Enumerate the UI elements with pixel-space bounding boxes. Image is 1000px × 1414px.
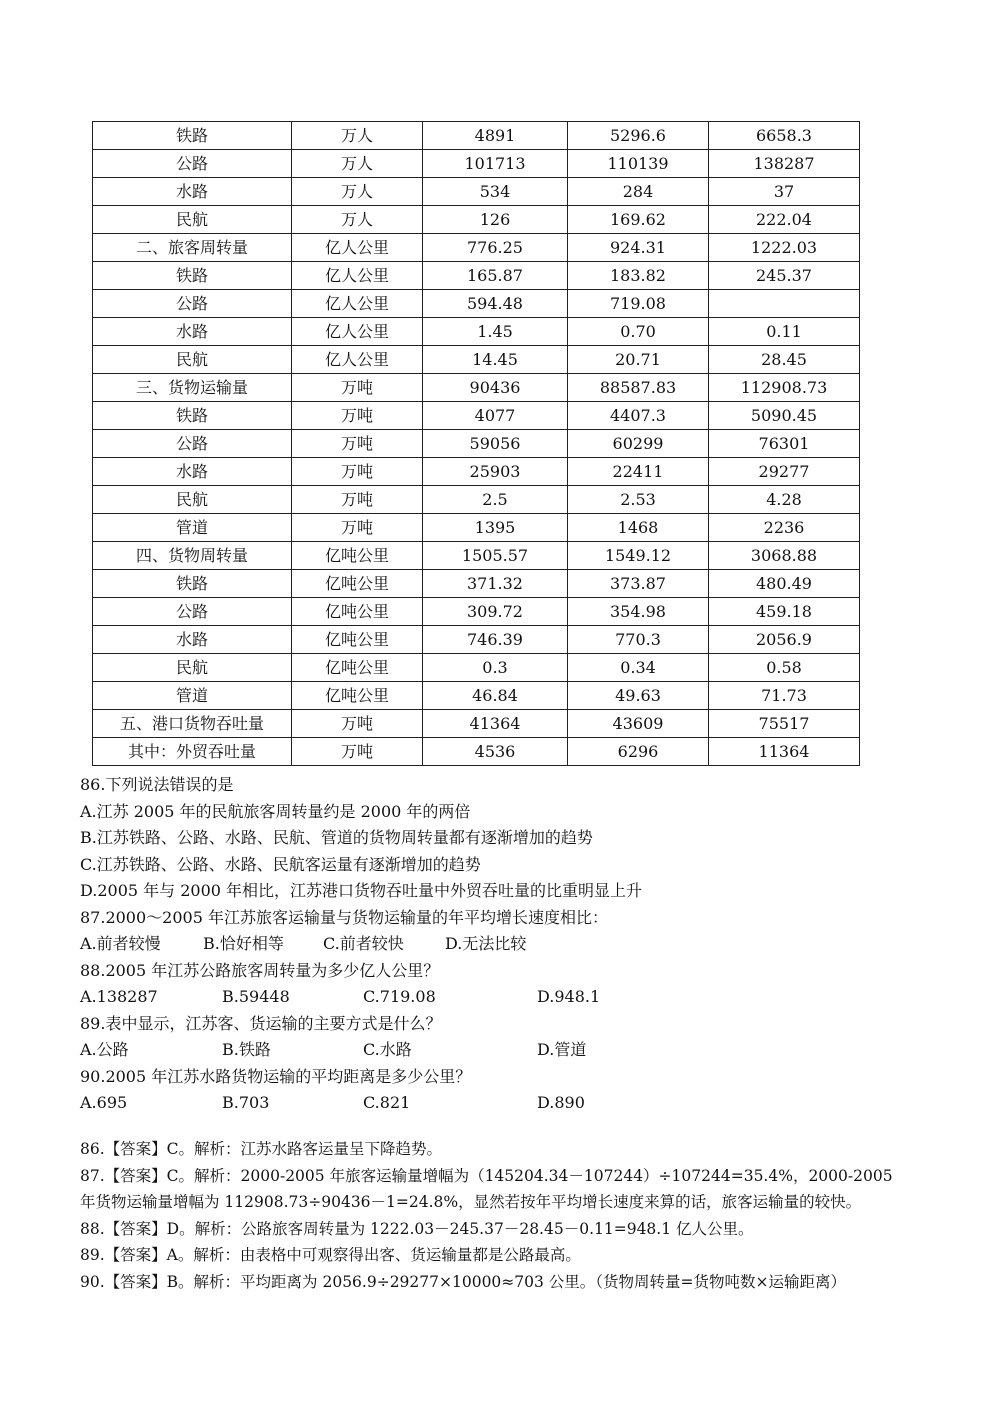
unit-cell: 万吨 [292, 458, 423, 486]
question-88-option-a: A.138287 [80, 987, 158, 1006]
value-cell: 2.53 [568, 486, 709, 514]
question-90-option-a: A.695 [80, 1093, 128, 1112]
value-cell: 0.58 [709, 654, 860, 682]
question-86-option-b: B.江苏铁路、公路、水路、民航、管道的货物周转量都有逐渐增加的趋势 [80, 828, 593, 847]
value-cell: 746.39 [423, 626, 568, 654]
row-label-cell: 民航 [93, 654, 292, 682]
table-body [93, 122, 860, 766]
unit-cell: 亿吨公里 [292, 654, 423, 682]
value-cell: 1.45 [423, 318, 568, 346]
table-row [93, 402, 860, 430]
question-88-option-b: B.59448 [222, 987, 290, 1006]
question-87-option-b: B.恰好相等 [203, 934, 284, 953]
unit-cell: 亿人公里 [292, 290, 423, 318]
question-89-option-d: D.管道 [537, 1040, 587, 1059]
table-row [93, 122, 860, 150]
row-label-cell: 公路 [93, 150, 292, 178]
unit-cell: 亿吨公里 [292, 570, 423, 598]
unit-cell: 万吨 [292, 402, 423, 430]
row-label-cell: 水路 [93, 626, 292, 654]
value-cell: 371.32 [423, 570, 568, 598]
answers-section [80, 1136, 930, 1295]
value-cell: 1468 [568, 514, 709, 542]
table-row [93, 654, 860, 682]
value-cell: 43609 [568, 710, 709, 738]
value-cell: 534 [423, 178, 568, 206]
row-label-cell: 管道 [93, 682, 292, 710]
value-cell: 1222.03 [709, 234, 860, 262]
row-label-cell: 水路 [93, 458, 292, 486]
question-88-option-d: D.948.1 [537, 987, 601, 1006]
questions-section [80, 772, 930, 1117]
value-cell: 110139 [568, 150, 709, 178]
question-89-option-c: C.水路 [363, 1040, 412, 1059]
question-90-options [80, 1090, 930, 1117]
answer-89: 89.【答案】A。解析：由表格中可观察得出客、货运输量都是公路最高。 [80, 1246, 581, 1264]
table-row [93, 318, 860, 346]
question-87-options [80, 931, 930, 958]
value-cell: 1395 [423, 514, 568, 542]
row-label-cell: 水路 [93, 318, 292, 346]
row-label-cell: 民航 [93, 206, 292, 234]
value-cell: 37 [709, 178, 860, 206]
transport-statistics-table [92, 121, 860, 766]
unit-cell: 亿人公里 [292, 318, 423, 346]
table-row [93, 206, 860, 234]
value-cell: 0.70 [568, 318, 709, 346]
table-row [93, 150, 860, 178]
value-cell: 88587.83 [568, 374, 709, 402]
value-cell: 4407.3 [568, 402, 709, 430]
unit-cell: 万人 [292, 206, 423, 234]
value-cell: 2056.9 [709, 626, 860, 654]
table-row [93, 626, 860, 654]
question-87-option-c: C.前者较快 [323, 934, 404, 953]
value-cell: 2236 [709, 514, 860, 542]
value-cell: 4891 [423, 122, 568, 150]
question-88-stem: 88.2005 年江苏公路旅客周转量为多少亿人公里？ [80, 960, 440, 980]
value-cell: 71.73 [709, 682, 860, 710]
value-cell: 75517 [709, 710, 860, 738]
table-row [93, 598, 860, 626]
value-cell: 5296.6 [568, 122, 709, 150]
value-cell: 4077 [423, 402, 568, 430]
value-cell: 459.18 [709, 598, 860, 626]
table-row [93, 738, 860, 766]
question-90-option-b: B.703 [222, 1093, 270, 1112]
value-cell: 41364 [423, 710, 568, 738]
value-cell: 11364 [709, 738, 860, 766]
value-cell: 0.11 [709, 318, 860, 346]
table-row [93, 570, 860, 598]
row-label-cell: 五、港口货物吞吐量 [93, 710, 292, 738]
table-row [93, 542, 860, 570]
value-cell: 59056 [423, 430, 568, 458]
question-89-option-a: A.公路 [80, 1040, 129, 1059]
answer-88: 88.【答案】D。解析：公路旅客周转量为 1222.03－245.37－28.45－0.11=948.1 亿人公里。 [80, 1219, 754, 1238]
value-cell: 354.98 [568, 598, 709, 626]
value-cell: 719.08 [568, 290, 709, 318]
value-cell: 5090.45 [709, 402, 860, 430]
value-cell: 373.87 [568, 570, 709, 598]
question-88-options [80, 984, 930, 1011]
value-cell: 126 [423, 206, 568, 234]
value-cell: 165.87 [423, 262, 568, 290]
unit-cell: 万人 [292, 150, 423, 178]
row-label-cell: 其中：外贸吞吐量 [93, 738, 292, 766]
value-cell: 6658.3 [709, 122, 860, 150]
value-cell: 14.45 [423, 346, 568, 374]
table-row [93, 374, 860, 402]
question-89-options [80, 1037, 930, 1064]
answer-86: 86.【答案】C。解析：江苏水路客运量呈下降趋势。 [80, 1140, 443, 1158]
value-cell: 25903 [423, 458, 568, 486]
value-cell: 29277 [709, 458, 860, 486]
row-label-cell: 三、货物运输量 [93, 374, 292, 402]
question-89-option-b: B.铁路 [222, 1040, 271, 1059]
unit-cell: 亿人公里 [292, 234, 423, 262]
unit-cell: 万吨 [292, 710, 423, 738]
row-label-cell: 管道 [93, 514, 292, 542]
row-label-cell: 民航 [93, 486, 292, 514]
value-cell: 60299 [568, 430, 709, 458]
row-label-cell: 公路 [93, 290, 292, 318]
value-cell: 4536 [423, 738, 568, 766]
row-label-cell: 铁路 [93, 122, 292, 150]
value-cell: 20.71 [568, 346, 709, 374]
value-cell: 22411 [568, 458, 709, 486]
value-cell: 284 [568, 178, 709, 206]
question-87-stem: 87.2000～2005 年江苏旅客运输量与货物运输量的年平均增长速度相比： [80, 907, 608, 927]
value-cell: 594.48 [423, 290, 568, 318]
question-86-stem: 86.下列说法错误的是 [80, 775, 234, 794]
unit-cell: 万人 [292, 178, 423, 206]
row-label-cell: 四、货物周转量 [93, 542, 292, 570]
row-label-cell: 二、旅客周转量 [93, 234, 292, 262]
value-cell: 169.62 [568, 206, 709, 234]
value-cell: 924.31 [568, 234, 709, 262]
unit-cell: 亿吨公里 [292, 598, 423, 626]
question-88-option-c: C.719.08 [363, 987, 436, 1006]
value-cell: 101713 [423, 150, 568, 178]
unit-cell: 亿吨公里 [292, 626, 423, 654]
value-cell: 76301 [709, 430, 860, 458]
value-cell: 183.82 [568, 262, 709, 290]
value-cell: 776.25 [423, 234, 568, 262]
value-cell: 90436 [423, 374, 568, 402]
question-86-option-a: A.江苏 2005 年的民航旅客周转量约是 2000 年的两倍 [80, 801, 471, 821]
table-row [93, 234, 860, 262]
value-cell [709, 290, 860, 318]
question-90-option-c: C.821 [363, 1093, 411, 1112]
value-cell: 222.04 [709, 206, 860, 234]
answer-90: 90.【答案】B。解析：平均距离为 2056.9÷29277×10000≈703 公里。（货物周转量=货物吨数×运输距离） [80, 1272, 847, 1291]
table-row [93, 514, 860, 542]
table-row [93, 178, 860, 206]
value-cell: 49.63 [568, 682, 709, 710]
table-row [93, 290, 860, 318]
table-row [93, 262, 860, 290]
unit-cell: 万人 [292, 122, 423, 150]
question-90-option-d: D.890 [537, 1093, 585, 1112]
question-86-option-c: C.江苏铁路、公路、水路、民航客运量有逐渐增加的趋势 [80, 854, 481, 874]
value-cell: 4.28 [709, 486, 860, 514]
value-cell: 245.37 [709, 262, 860, 290]
question-90-stem: 90.2005 年江苏水路货物运输的平均距离是多少公里？ [80, 1066, 472, 1086]
table-row [93, 682, 860, 710]
question-89-stem: 89.表中显示，江苏客、货运输的主要方式是什么？ [80, 1013, 442, 1033]
row-label-cell: 公路 [93, 430, 292, 458]
unit-cell: 万吨 [292, 514, 423, 542]
answer-87-line-2: 年货物运输量增幅为 112908.73÷90436－1=24.8%，显然若按年平均增长速度来算的话，旅客运输量的较快。 [80, 1193, 862, 1211]
value-cell: 46.84 [423, 682, 568, 710]
unit-cell: 万吨 [292, 374, 423, 402]
question-87-option-a: A.前者较慢 [80, 934, 161, 953]
unit-cell: 万吨 [292, 738, 423, 766]
table-row [93, 430, 860, 458]
unit-cell: 万吨 [292, 430, 423, 458]
value-cell: 0.34 [568, 654, 709, 682]
table-row [93, 710, 860, 738]
value-cell: 1505.57 [423, 542, 568, 570]
value-cell: 770.3 [568, 626, 709, 654]
value-cell: 1549.12 [568, 542, 709, 570]
value-cell: 138287 [709, 150, 860, 178]
value-cell: 28.45 [709, 346, 860, 374]
table-row [93, 458, 860, 486]
row-label-cell: 民航 [93, 346, 292, 374]
answer-87-line-1: 87.【答案】C。解析：2000-2005 年旅客运输量增幅为（145204.34－107244）÷107244=35.4%，2000-2005 [80, 1166, 893, 1185]
row-label-cell: 铁路 [93, 262, 292, 290]
row-label-cell: 铁路 [93, 402, 292, 430]
value-cell: 480.49 [709, 570, 860, 598]
value-cell: 6296 [568, 738, 709, 766]
value-cell: 0.3 [423, 654, 568, 682]
unit-cell: 亿吨公里 [292, 542, 423, 570]
table-row [93, 346, 860, 374]
question-86-option-d: D.2005 年与 2000 年相比，江苏港口货物吞吐量中外贸吞吐量的比重明显上升 [80, 881, 643, 900]
value-cell: 3068.88 [709, 542, 860, 570]
table-row [93, 486, 860, 514]
question-87-option-d: D.无法比较 [445, 934, 527, 953]
value-cell: 2.5 [423, 486, 568, 514]
unit-cell: 亿人公里 [292, 262, 423, 290]
row-label-cell: 水路 [93, 178, 292, 206]
unit-cell: 亿吨公里 [292, 682, 423, 710]
unit-cell: 万吨 [292, 486, 423, 514]
value-cell: 309.72 [423, 598, 568, 626]
row-label-cell: 公路 [93, 598, 292, 626]
value-cell: 112908.73 [709, 374, 860, 402]
unit-cell: 亿人公里 [292, 346, 423, 374]
row-label-cell: 铁路 [93, 570, 292, 598]
